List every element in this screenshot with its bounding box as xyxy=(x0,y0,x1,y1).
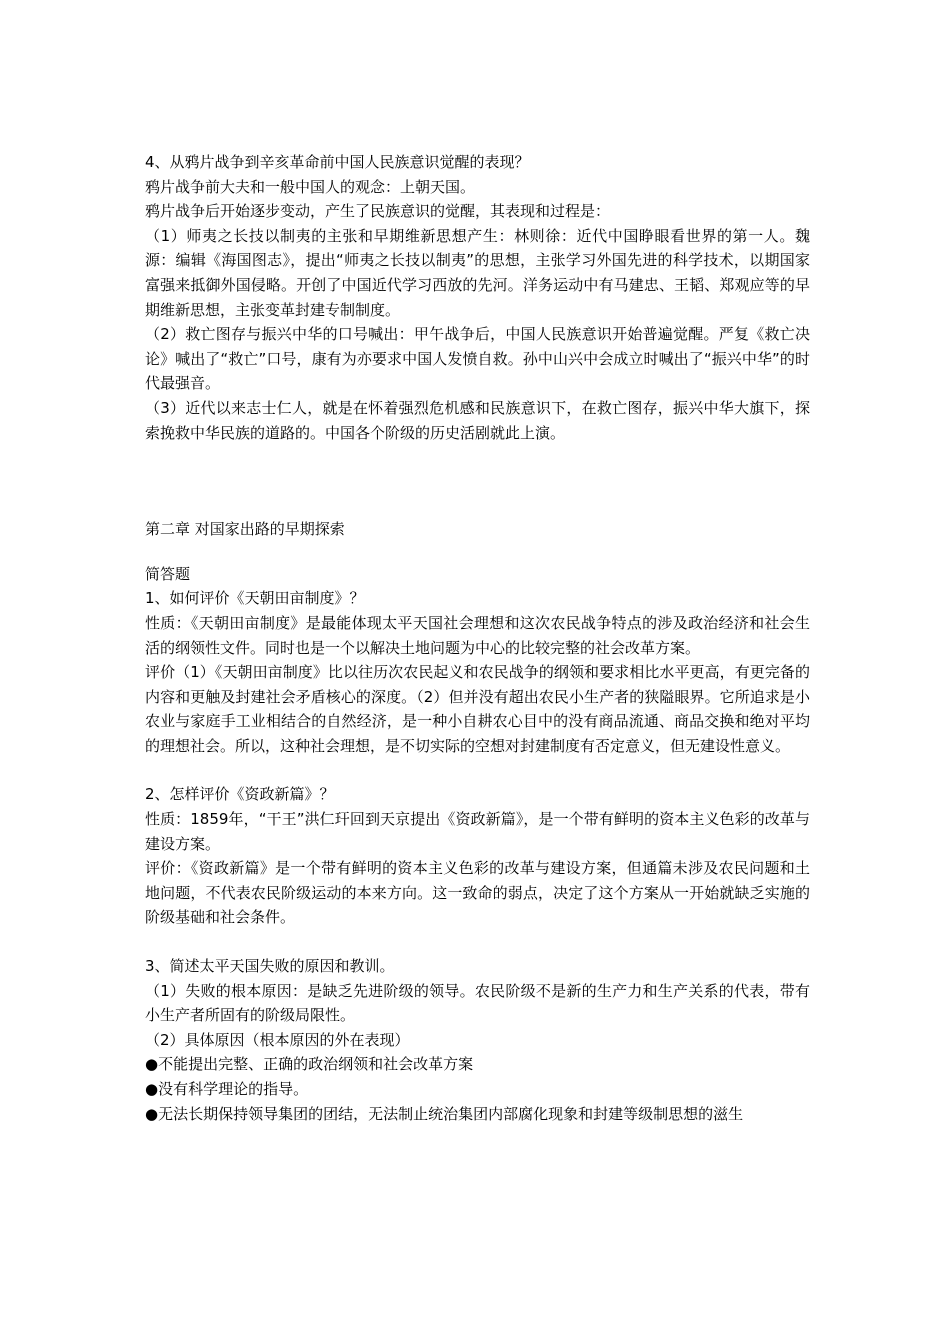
question-3-heading: 3、简述太平天国失败的原因和教训。 xyxy=(145,957,395,976)
spacer xyxy=(145,758,810,782)
question-4-heading: 4、从鸦片战争到辛亥革命前中国人民族意识觉醒的表现？ xyxy=(145,153,530,171)
bullet-item: ●没有科学理论的指导。 xyxy=(145,1080,309,1098)
section-subtitle: 简答题 xyxy=(145,564,191,583)
bullet-item: ●不能提出完整、正确的政治纲领和社会改革方案 xyxy=(145,1055,474,1074)
paragraph: 鸦片战争前大夫和一般中国人的观念：上朝天国。 xyxy=(145,177,476,196)
spacer xyxy=(145,930,810,954)
paragraph: 性质：1859年，“干王”洪仁玕回到天京提出《资政新篇》，是一个带有鲜明的资本主义色彩的改革与建设方案。 xyxy=(145,810,810,853)
paragraph: （3）近代以来志士仁人，就是在怀着强烈危机感和民族意识下，在救亡图存，振兴中华大旗下，探索挽救中华民族的道路的。中国各个阶级的历史活剧就此上演。 xyxy=(145,398,810,442)
paragraph: （2）具体原因（根本原因的外在表现） xyxy=(145,1030,410,1049)
paragraph: 鸦片战争后开始逐步变动，产生了民族意识的觉醒，其表现和过程是： xyxy=(145,202,611,221)
paragraph: （2）救亡图存与振兴中华的口号喊出：甲午战争后，中国人民族意识开始普遍觉醒。严复《救亡决论》喊出了“救亡”口号，康有为亦要求中国人发愤自救。孙中山兴中会成立时喊出了“振兴中华”的时代最强音。 xyxy=(145,325,810,393)
document-page xyxy=(145,150,810,1126)
question-1-heading: 1、如何评价《天朝田亩制度》？ xyxy=(145,589,365,608)
spacer xyxy=(145,445,810,517)
spacer xyxy=(145,542,810,562)
paragraph: 评价（1）《天朝田亩制度》比以往历次农民起义和农民战争的纲领和要求相比水平更高，有更完备的内容和更触及封建社会矛盾核心的深度。（2）但并没有超出农民小生产者的狭隘眼界。它所追求是小农业与家庭手工业相结合的自然经济，是一种小自耕农心目中的没有商品流通、商品交换和绝对平均的理想社会。所以，这种社会理想，是不切实际的空想对封建制度有否定意义，但无建设性意义。 xyxy=(145,663,810,755)
paragraph: （1）失败的根本原因：是缺乏先进阶级的领导。农民阶级不是新的生产力和生产关系的代表，带有小生产者所固有的阶级局限性。 xyxy=(145,981,810,1025)
paragraph: （1）师夷之长技以制夷的主张和早期维新思想产生：林则徐：近代中国睁眼看世界的第一人。魏源：编辑《海国图志》，提出“师夷之长技以制夷”的思想，主张学习外国先进的科学技术，以期国家富强来抵御外国侵略。开创了中国近代学习西放的先河。洋务运动中有马建忠、王韬、郑观应等的早期维新思想，主张变革封建专制制度。 xyxy=(145,226,810,319)
paragraph: 评价：《资政新篇》是一个带有鲜明的资本主义色彩的改革与建设方案，但通篇未涉及农民问题和土地问题，不代表农民阶级运动的本来方向。这一致命的弱点，决定了这个方案从一开始就缺乏实施的阶级基础和社会条件。 xyxy=(145,859,810,927)
paragraph: 性质：《天朝田亩制度》是最能体现太平天国社会理想和这次农民战争特点的涉及政治经济和社会生活的纲领性文件。同时也是一个以解决土地问题为中心的比较完整的社会改革方案。 xyxy=(145,613,810,657)
chapter-title: 第二章 对国家出路的早期探索 xyxy=(145,520,345,539)
bullet-item: ●无法长期保持领导集团的团结，无法制止统治集团内部腐化现象和封建等级制思想的滋生 xyxy=(145,1104,744,1123)
question-2-heading: 2、怎样评价《资政新篇》？ xyxy=(145,785,335,804)
